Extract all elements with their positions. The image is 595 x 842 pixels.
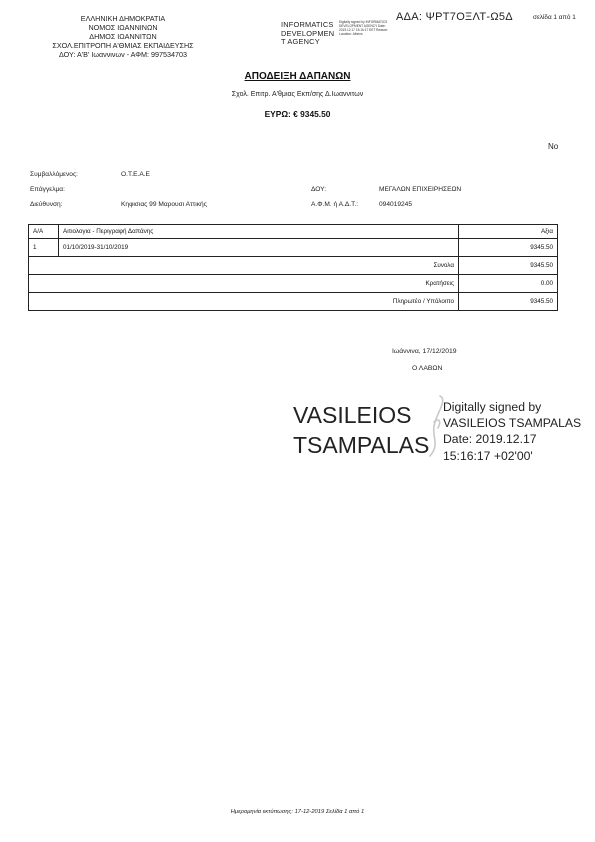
tax-id-value: 094019245 (379, 201, 413, 208)
expense-table-header (29, 225, 558, 239)
signature-last-name: TSAMPALAS (293, 432, 430, 458)
issuer-municipality: ΔΗΜΟΣ ΙΩΑΝΝΙΤΩΝ (89, 32, 157, 41)
address-label: Διεύθυνση: (30, 201, 63, 208)
column-header-index: Α/Α (29, 225, 59, 239)
agency-stamp-line3: T AGENCY (281, 37, 320, 47)
signature-details-line3: Date: 2019.12.17 (443, 432, 537, 447)
issuer-committee: ΣΧΟΛ.ΕΠΙΤΡΟΠΗ Α'ΘΜΙΑΣ ΕΚΠΑΙΔΕΥΣΗΣ (52, 41, 194, 50)
total-value: 9345.50 (459, 257, 558, 275)
expense-table (28, 224, 558, 311)
print-footer: Ημερομηνία εκτύπωσης: 17-12-2019 Σελίδα 1 από 1 (230, 809, 365, 815)
document-amount: ΕΥΡΩ: € 9345.50 (264, 109, 331, 119)
agency-stamp (281, 21, 334, 47)
table-row (29, 239, 558, 257)
issuer-country: ΕΛΛΗΝΙΚΗ ΔΗΜΟΚΡΑΤΙΑ (80, 14, 166, 23)
tax-id-label: Α.Φ.Μ. ή Α.Δ.Τ.: (311, 201, 359, 208)
ada-code: ΑΔΑ: ΨΡΤ7ΟΞΛΤ-Ω5Δ (396, 11, 513, 23)
place-date: Ιωάννινα, 17/12/2019 (392, 348, 457, 355)
page-indicator: σελίδα 1 από 1 (533, 14, 576, 21)
payable-label: Πληρωτέο / Υπόλοιπο (29, 293, 459, 311)
agency-stamp-line1: INFORMATICS (281, 20, 334, 29)
withholding-value: 0.00 (459, 275, 558, 293)
issuer-prefecture: ΝΟΜΟΣ ΙΩΑΝΝΙΝΩΝ (88, 23, 158, 32)
withholding-row (29, 275, 558, 293)
signature-details-line4: 15:16:17 +02'00' (443, 448, 533, 463)
agency-stamp-fineprint: Digitally signed by INFORMATICS DEVELOPMENT AGENCY Date: 2019.12.17 15:16:17 EET Reason: Location: Athens (339, 20, 389, 36)
signature-first-name: VASILEIOS (293, 402, 412, 428)
payable-row (29, 293, 558, 311)
document-title-text: ΑΠΟΔΕΙΞΗ ΔΑΠΑΝΩΝ (244, 71, 351, 82)
issuer-block (30, 14, 216, 59)
total-label: Συνολα (29, 257, 459, 275)
column-header-amount: Αξια (459, 225, 558, 239)
row-description: 01/10/2019-31/10/2019 (59, 239, 459, 257)
tax-office-label: ΔΟΥ: (311, 186, 327, 193)
contractor-label: Συμβαλλόμενος: (30, 171, 78, 178)
total-row (29, 257, 558, 275)
document-title (0, 71, 595, 82)
document-subtitle: Σχολ. Επιτρ. Α'θμιας Εκπ/σης Δ.Ιωαννιτων (231, 91, 364, 98)
contractor-value: Ο.Τ.Ε.Α.Ε (121, 171, 150, 178)
receiver-label: Ο ΛΑΒΩΝ (412, 365, 443, 372)
withholding-label: Κρατήσεις (29, 275, 459, 293)
payable-value: 9345.50 (459, 293, 558, 311)
column-header-description: Αιτιολογια - Περιγραφή Δαπάνης (59, 225, 459, 239)
agency-stamp-line2: DEVELOPMEN (281, 28, 335, 38)
receipt-number-label: Νο (548, 142, 559, 151)
row-index: 1 (29, 239, 59, 257)
signature-name (293, 400, 429, 460)
occupation-label: Επάγγελμα: (30, 186, 65, 193)
signature-details-line1: Digitally signed by (443, 400, 542, 414)
signature-details (443, 399, 581, 464)
signature-details-line2: VASILEIOS TSAMPALAS (443, 416, 582, 431)
issuer-tax-info: ΔΟΥ: Α'Β' Ιωαννινων - ΑΦΜ: 997534703 (59, 50, 187, 59)
tax-office-value: ΜΕΓΑΛΩΝ ΕΠΙΧΕΙΡΗΣΕΩΝ (379, 186, 462, 193)
row-amount: 9345.50 (459, 239, 558, 257)
address-value: Κηφισιας 99 Μαρουσι Αττικής (121, 201, 207, 208)
